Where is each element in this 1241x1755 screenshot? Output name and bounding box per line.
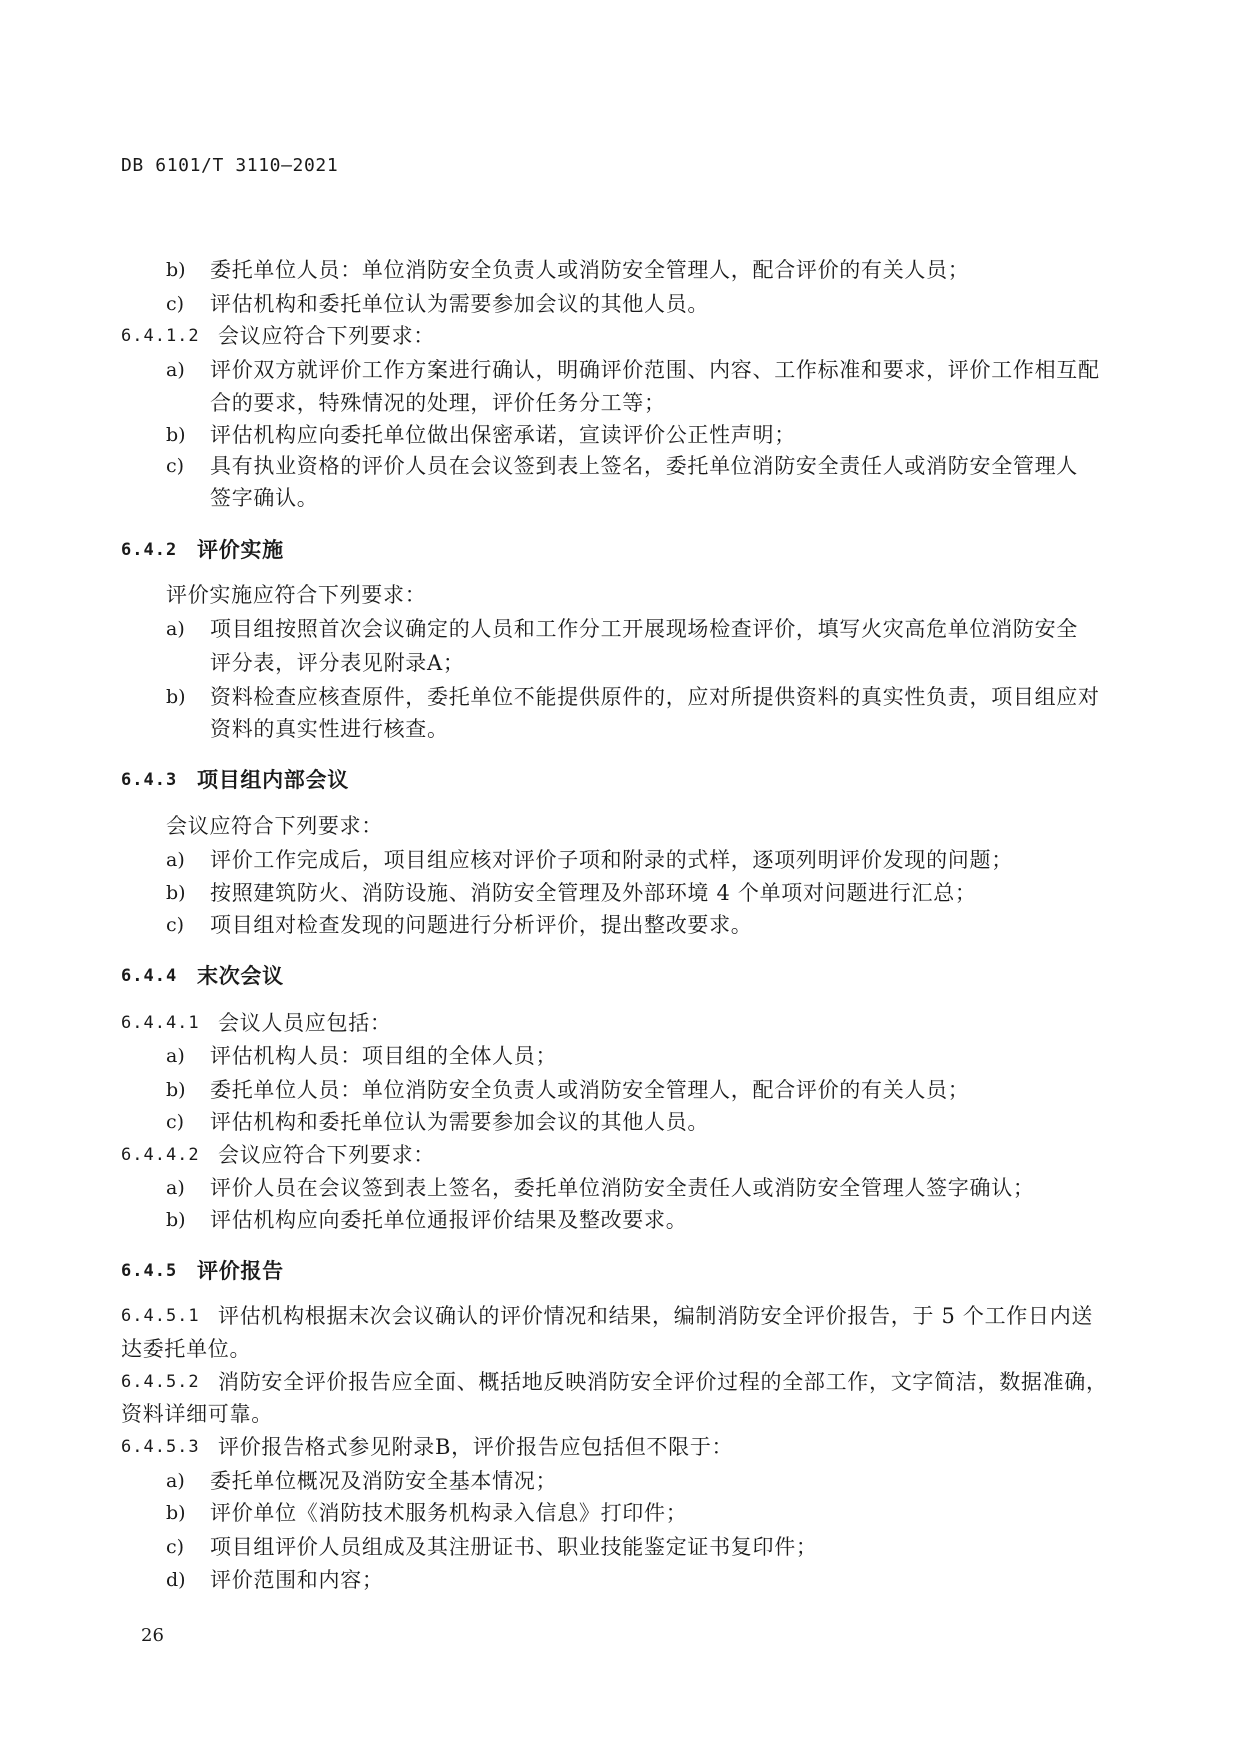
list-item-text-continued: 资料的真实性进行核查。	[210, 717, 449, 741]
list-item-text: 评价单位《消防技术服务机构录入信息》打印件；	[210, 1501, 688, 1525]
list-item-label: b)	[166, 259, 186, 281]
list-item-text: 具有执业资格的评价人员在会议签到表上签名，委托单位消防安全责任人或消防安全管理人	[210, 454, 1078, 478]
list-item-text: 项目组按照首次会议确定的人员和工作分工开展现场检查评价，填写火灾高危单位消防安全	[210, 617, 1078, 641]
list-item-text: 评估机构应向委托单位通报评价结果及整改要求。	[210, 1208, 688, 1232]
list-item-label: b)	[166, 1079, 186, 1101]
list-item-label: c)	[166, 1111, 185, 1133]
list-item-text: 评价人员在会议签到表上签名，委托单位消防安全责任人或消防安全管理人签字确认；	[210, 1176, 1035, 1200]
list-item-label: b)	[166, 424, 186, 446]
page-number: 26	[141, 1625, 164, 1646]
section-lead-text: 评价实施应符合下列要求：	[166, 583, 427, 607]
clause-text: 会议人员应包括：	[218, 1011, 392, 1035]
list-item-label: a)	[166, 1045, 185, 1067]
section-heading-title: 项目组内部会议	[197, 768, 349, 792]
section-heading-number: 6.4.5	[121, 1261, 178, 1281]
document-code: DB 6101/T 3110—2021	[121, 155, 339, 176]
list-item-text: 评价范围和内容；	[210, 1568, 384, 1592]
list-item-label: c)	[166, 455, 185, 477]
list-item-label: b)	[166, 686, 186, 708]
clause-number: 6.4.4.1	[121, 1013, 200, 1033]
section-lead-text: 会议应符合下列要求：	[166, 814, 383, 838]
list-item-label: a)	[166, 1177, 185, 1199]
list-item-text: 按照建筑防火、消防设施、消防安全管理及外部环境 4 个单项对问题进行汇总；	[210, 881, 977, 905]
list-item-text-continued: 合的要求，特殊情况的处理，评价任务分工等；	[210, 391, 666, 415]
list-item-label: c)	[166, 914, 185, 936]
section-heading-number: 6.4.3	[121, 770, 178, 790]
clause-text: 评价报告格式参见附录B，评价报告应包括但不限于：	[218, 1435, 734, 1459]
clause-text: 会议应符合下列要求：	[218, 324, 435, 348]
list-item-label: b)	[166, 1209, 186, 1231]
clause-text: 消防安全评价报告应全面、概括地反映消防安全评价过程的全部工作，文字简洁，数据准确，	[218, 1370, 1108, 1394]
clause-number: 6.4.5.1	[121, 1306, 200, 1326]
list-item-label: a)	[166, 1470, 185, 1492]
section-heading-number: 6.4.4	[121, 966, 178, 986]
list-item-text: 委托单位人员：单位消防安全负责人或消防安全管理人，配合评价的有关人员；	[210, 1078, 970, 1102]
list-item-text: 资料检查应核查原件，委托单位不能提供原件的，应对所提供资料的真实性负责，项目组应对	[210, 685, 1100, 709]
list-item-text: 委托单位概况及消防安全基本情况；	[210, 1469, 558, 1493]
list-item-text: 评价工作完成后，项目组应核对评价子项和附录的式样，逐项列明评价发现的问题；	[210, 848, 1013, 872]
section-heading-title: 末次会议	[197, 964, 284, 988]
clause-number: 6.4.4.2	[121, 1145, 200, 1165]
list-item-text: 项目组对检查发现的问题进行分析评价，提出整改要求。	[210, 913, 753, 937]
list-item-text: 评估机构应向委托单位做出保密承诺，宣读评价公正性声明；	[210, 423, 796, 447]
list-item-text-continued: 签字确认。	[210, 486, 319, 510]
list-item-label: c)	[166, 293, 185, 315]
clause-text: 评估机构根据末次会议确认的评价情况和结果，编制消防安全评价报告，于 5 个工作日内送	[218, 1304, 1094, 1328]
clause-text-continued: 资料详细可靠。	[121, 1402, 273, 1426]
list-item-text: 评估机构和委托单位认为需要参加会议的其他人员。	[210, 292, 710, 316]
section-heading-title: 评价报告	[197, 1259, 284, 1283]
list-item-label: d)	[166, 1569, 186, 1591]
section-heading-title: 评价实施	[197, 538, 284, 562]
clause-number: 6.4.1.2	[121, 326, 200, 346]
list-item-label: b)	[166, 882, 186, 904]
list-item-text: 评估机构人员：项目组的全体人员；	[210, 1044, 558, 1068]
clause-number: 6.4.5.2	[121, 1372, 200, 1392]
list-item-text-continued: 评分表，评分表见附录A；	[210, 651, 465, 675]
clause-text: 会议应符合下列要求：	[218, 1143, 435, 1167]
list-item-label: a)	[166, 618, 185, 640]
list-item-text: 评价双方就评价工作方案进行确认，明确评价范围、内容、工作标准和要求，评价工作相互配	[210, 358, 1100, 382]
section-heading-number: 6.4.2	[121, 540, 178, 560]
list-item-text: 委托单位人员：单位消防安全负责人或消防安全管理人，配合评价的有关人员；	[210, 258, 970, 282]
clause-text-continued: 达委托单位。	[121, 1337, 252, 1361]
list-item-label: c)	[166, 1536, 185, 1558]
list-item-text: 评估机构和委托单位认为需要参加会议的其他人员。	[210, 1110, 710, 1134]
clause-number: 6.4.5.3	[121, 1437, 200, 1457]
list-item-label: b)	[166, 1502, 186, 1524]
list-item-text: 项目组评价人员组成及其注册证书、职业技能鉴定证书复印件；	[210, 1535, 818, 1559]
list-item-label: a)	[166, 359, 185, 381]
list-item-label: a)	[166, 849, 185, 871]
